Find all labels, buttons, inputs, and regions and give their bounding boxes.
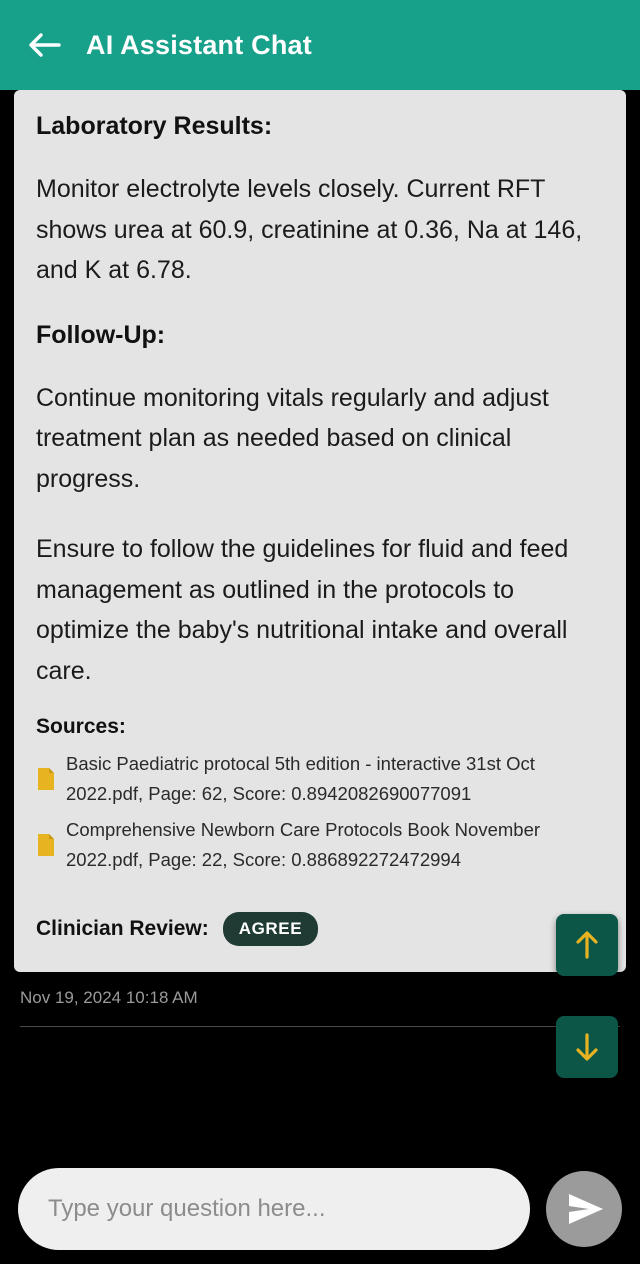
document-icon — [36, 833, 56, 857]
arrow-down-icon — [572, 1031, 602, 1063]
send-button[interactable] — [546, 1171, 622, 1247]
page-title: AI Assistant Chat — [86, 29, 312, 60]
arrow-up-icon — [572, 929, 602, 961]
arrow-left-icon — [27, 30, 61, 60]
source-item[interactable] — [36, 815, 604, 875]
message-timestamp: Nov 19, 2024 10:18 AM — [20, 987, 198, 1007]
source-text: Basic Paediatric protocal 5th edition - interactive 31st Oct 2022.pdf, Page: 62, Score: 0.8942082690077091 — [66, 753, 535, 805]
divider — [20, 1026, 620, 1027]
follow-up-heading: Follow-Up: — [36, 320, 166, 349]
clinician-review — [36, 912, 604, 946]
follow-up-text-2: Ensure to follow the guidelines for fluid and feed management as outlined in the protocols to optimize the baby's nutritional intake and overall care. — [36, 535, 569, 685]
source-text: Comprehensive Newborn Care Protocols Book November 2022.pdf, Page: 22, Score: 0.886892272472994 — [66, 819, 541, 871]
back-button[interactable] — [18, 19, 70, 71]
app-bar — [0, 0, 640, 90]
scroll-down-button[interactable] — [556, 1016, 618, 1078]
question-input[interactable] — [48, 1195, 500, 1223]
status-badge[interactable]: AGREE — [223, 912, 318, 946]
source-item[interactable] — [36, 749, 604, 809]
scroll-up-button[interactable] — [556, 914, 618, 976]
lab-results-heading: Laboratory Results: — [36, 112, 273, 140]
lab-results-text: Monitor electrolyte levels closely. Current RFT shows urea at 60.9, creatinine at 0.36, Na at 146, and K at 6.78. — [36, 175, 583, 284]
message-composer — [0, 1154, 640, 1264]
send-icon — [563, 1192, 605, 1226]
clinician-review-label: Clinician Review: — [36, 916, 209, 940]
question-input-wrapper[interactable] — [18, 1168, 530, 1250]
assistant-message-bubble — [14, 90, 626, 972]
sources-heading: Sources: — [36, 715, 126, 738]
document-icon — [36, 767, 56, 791]
follow-up-text-1: Continue monitoring vitals regularly and adjust treatment plan as needed based on clinical progress. — [36, 383, 549, 493]
chat-message-list[interactable] — [0, 90, 640, 1154]
